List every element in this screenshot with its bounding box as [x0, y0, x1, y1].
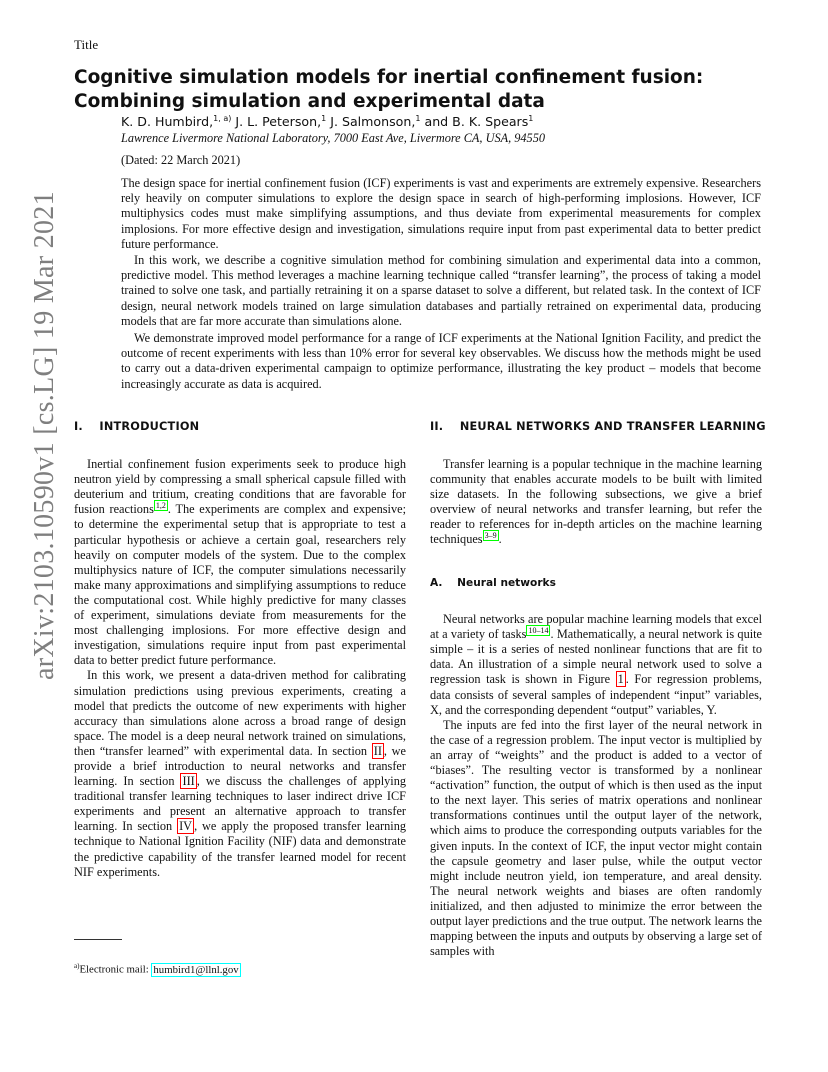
author-spears: and B. K. Spears — [424, 114, 529, 130]
arxiv-watermark: arXiv:2103.10590v1 [cs.LG] 19 Mar 2021 — [29, 191, 60, 680]
affiliation-mark: 1 — [321, 114, 327, 123]
email-link[interactable]: humbird1@llnl.gov — [153, 963, 239, 976]
section-heading-introduction: I. INTRODUCTION — [74, 420, 200, 433]
author-list — [121, 114, 533, 129]
footnote-divider — [74, 939, 122, 940]
affiliation-mark: 1 — [415, 114, 421, 123]
intro-paragraph-2: In this work, we present a data-driven method for calibrating simulation predictions using previous experiments, creating a model that predicts the outcome of new experiments with higher accuracy than simulations alone across a broad range of design space. The model is a deep neural network trained on simulations, then “transfer learned” with experimental data. In section II , we provide a brief introduction to neural networks and transfer learning. In section III , we discuss the challenges of applying traditional transfer learning techniques to laser indirect drive ICF experiments and present an alternative approach to transfer learning. In section IV , we apply the proposed transfer learning technique to National Ignition Facility (NIF) data and demonstrate the predictive capability of the transfer learned model for recent NIF experiments. — [74, 668, 406, 879]
intro-paragraph-1: Inertial confinement fusion experiments seek to produce high neutron yield by compressing a small spherical capsule filled with deuterium and tritium, creating conditions that are favorable for fusion reactions $^{1,2}$ . The experiments are complex and expensive; to determine the experimental setup that is appropriate to test a particular hypothesis or achieve a certain goal, researchers rely heavily on computer models of the system. Due to the complex multiphysics nature of ICF, the computer simulations necessarily make many approximations and simplifying assumptions to reduce the computational cost. While highly predictive for many classes of experiment, simulations deviate from measurements for the most challenging implosions. For more effective design and investigation, simulations require input from past experimental data to better predict future performance. — [74, 457, 406, 668]
nn-paragraph-1: Transfer learning is a popular technique in the machine learning community that enables accurate models to be built with limited size datasets. In the following subsections, we give a brief overview of neural networks and transfer learning, but refer the reader to references for in-depth articles on the machine learning techniques $^{3-9}$ . — [430, 457, 762, 547]
introduction-body — [74, 457, 406, 880]
author-humbird: K. D. Humbird, — [121, 114, 214, 130]
title-line-2: Combining simulation and experimental data — [74, 91, 545, 112]
section-link[interactable]: II — [373, 743, 382, 758]
footnote: $^{a)}$Electronic mail: humbird1@llnl.gov — [74, 962, 239, 976]
abstract-paragraph-1: The design space for inertial confinement fusion (ICF) experiments is vast and experiments are extremely expensive. Researchers rely heavily on computer simulations to explore the design space in search of high-performing implosions. However, ICF multiphysics codes must make simplifying assumptions, and thus deviate from experimental measurements for complex implosions. For more effective design and investigation, simulations require input from past experimental data to better predict future performance. — [121, 176, 761, 251]
affiliation: Lawrence Livermore National Laboratory, 7000 East Ave, Livermore CA, USA, 94550 — [121, 131, 545, 145]
neural-networks-body — [430, 612, 762, 959]
nets-paragraph-2: The inputs are fed into the first layer of the neural network in the case of a regression problem. The input vector is multiplied by an array of “weights” and the product is added to a vector of “biases”. The resulting vector is transformed by a nonlinear “activation” function, the output of which is then used as the input to the next layer. This series of matrix operations and nonlinear transformations continues until the output layer of the network, which aims to produce the corresponding outputs variables for the given inputs. In the context of ICF, the input vector might contain the capsule geometry and laser pulse, while the output vector might include neutron yield, ion temperature, and areal density. The neural network weights and biases are often randomly initialized, and then adjusted to minimize the error between the output layer predictions and the true output. The network learns the mapping between the inputs and outputs by observing a large set of samples with — [430, 717, 762, 959]
section-link[interactable]: III — [182, 774, 195, 789]
citation-link[interactable]: 3–9 — [484, 531, 497, 541]
transfer-learning-body — [430, 457, 762, 548]
title-line-1: Cognitive simulation models for inertial confinement fusion: — [74, 67, 704, 88]
date-line: (Dated: 22 March 2021) — [121, 153, 241, 167]
figure-link[interactable]: 1 — [617, 672, 624, 687]
citation-link[interactable]: 1,2 — [155, 501, 166, 511]
author-salmonson: J. Salmonson, — [330, 114, 416, 130]
affiliation-mark[interactable]: 1, a) — [213, 114, 232, 123]
running-header: Title — [74, 37, 99, 52]
subsection-heading-neural-networks: A. Neural networks — [430, 577, 556, 589]
section-link[interactable]: IV — [179, 819, 193, 834]
nets-paragraph-1: Neural networks are popular machine learning models that excel at a variety of tasks $^{10-14}$ . Mathematically, a neural network is quite simple – it is a series of nested nonlinear functions that are fit to data. An illustration of a simple neural network used to solve a regression task is shown in Figure 1 . For regression problems, data consists of several samples of independent “input” variables, X, and the corresponding dependent “output” variables, Y. — [430, 612, 763, 717]
affiliation-mark: 1 — [528, 114, 534, 123]
abstract-paragraph-3: We demonstrate improved model performance for a range of ICF experiments at the National Ignition Facility, and predict the outcome of recent experiments with less than 10% error for several key observables. We discuss how the methods might be used to carry out a data-driven experimental campaign to optimize performance, illustrating the key product – models that become increasingly accurate as data is acquired. — [121, 331, 761, 391]
abstract-paragraph-2: In this work, we describe a cognitive simulation method for combining simulation and experimental data into a common, predictive model. This method leverages a machine learning technique called “transfer learning”, the process of taking a model trained to solve one task, and partially retraining it on a sparse dataset to solve a different, but related task. In the context of ICF design, neural network models trained on large simulation databases and partially retrained on experimental data, producing models that are far more accurate than simulations alone. — [121, 253, 761, 328]
section-heading-neural-networks: II. NEURAL NETWORKS AND TRANSFER LEARNING — [430, 420, 766, 433]
citation-link[interactable]: 10–14 — [528, 626, 549, 636]
paper-title — [74, 66, 714, 114]
author-peterson: J. L. Peterson, — [235, 114, 322, 130]
